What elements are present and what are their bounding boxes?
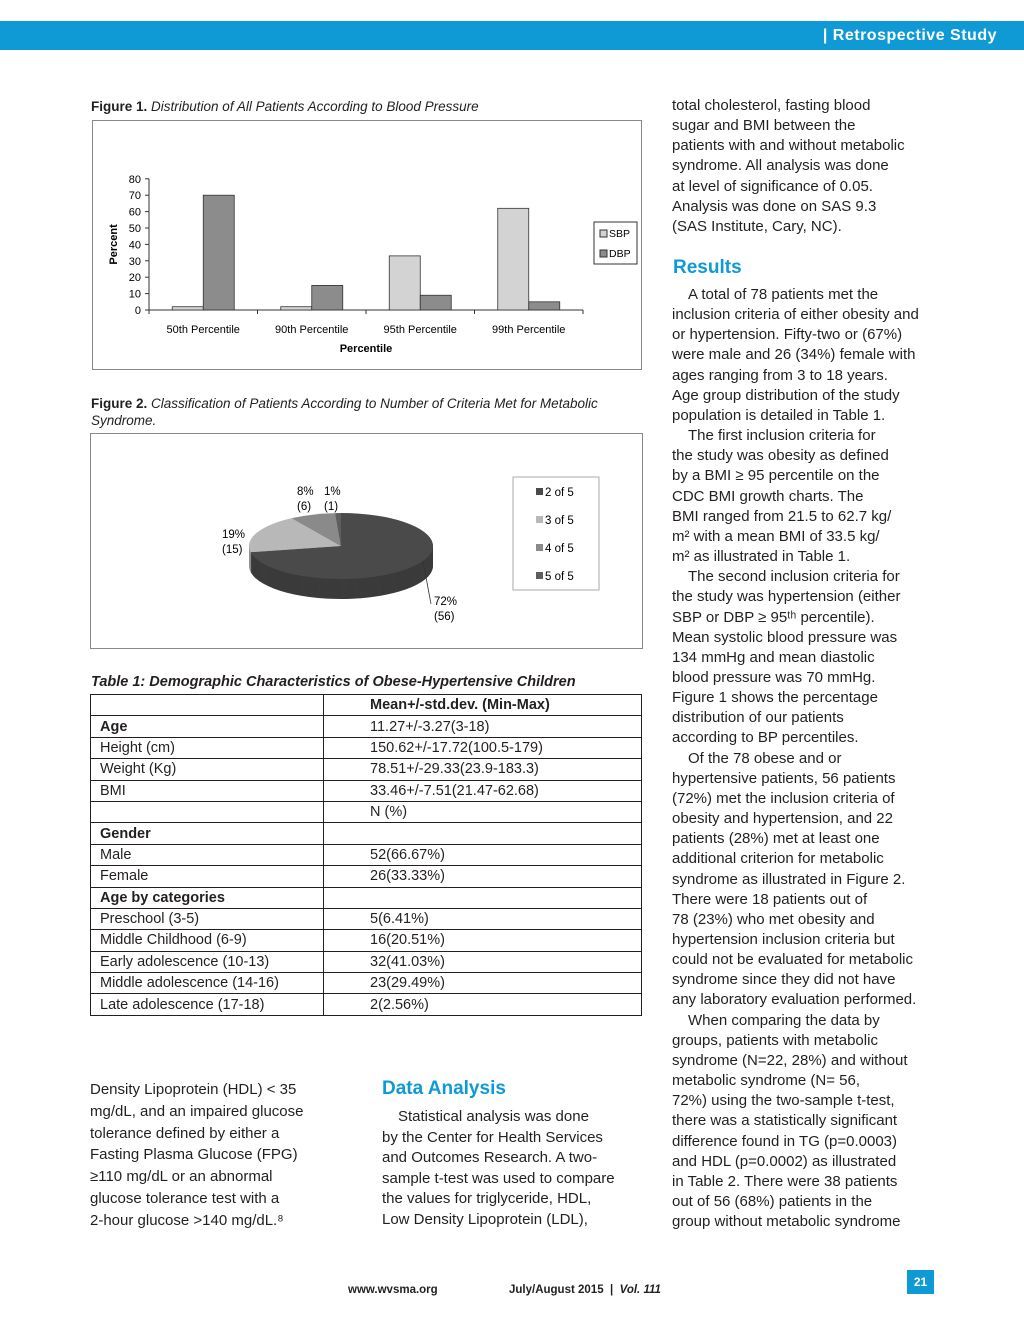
table-row: [91, 737, 642, 758]
legend-label: 4 of 5: [545, 543, 574, 555]
figure1-frame: [92, 120, 642, 370]
value-cell: 2(2.56%): [324, 994, 642, 1015]
value-cell: 52(66.67%): [324, 844, 642, 865]
bar-sbp: [281, 307, 312, 310]
x-tick-label: 50th Percentile: [166, 324, 240, 336]
table-row: [91, 716, 642, 737]
label-cell: BMI: [91, 780, 324, 801]
text-line: Density Lipoprotein (HDL) < 35: [90, 1081, 297, 1098]
text-line: syndrome since they did not have: [672, 971, 896, 989]
bar-dbp: [420, 295, 451, 310]
label-cell: Early adolescence (10-13): [91, 951, 324, 972]
table-row: [91, 695, 642, 716]
y-tick-label: 80: [128, 173, 141, 186]
table-row: [91, 823, 642, 844]
bar-sbp: [498, 208, 529, 310]
text-line: according to BP percentiles.: [672, 729, 859, 747]
pie-label-count: (56): [434, 611, 455, 623]
table-row: [91, 994, 642, 1015]
text-line: CDC BMI growth charts. The: [672, 487, 864, 505]
text-line: mg/dL, and an impaired glucose: [90, 1102, 304, 1120]
text-line: 72%) using the two-sample t-test,: [672, 1092, 895, 1110]
data-analysis-heading: Data Analysis: [382, 1078, 506, 1099]
text-line: When comparing the data by: [688, 1011, 880, 1029]
text-line: ages ranging from 3 to 18 years.: [672, 366, 888, 384]
text-line: syndrome (N=22, 28%) and without: [672, 1051, 908, 1069]
text-line: Analysis was done on SAS 9.3: [672, 197, 877, 215]
legend-label: DBP: [609, 248, 631, 260]
bar-sbp: [172, 307, 203, 310]
footer-issue: [509, 1284, 661, 1296]
table-row: [91, 887, 642, 908]
label-cell: Middle Childhood (6-9): [91, 930, 324, 951]
pie-label-percent: 1%: [324, 486, 341, 498]
legend-swatch: [536, 516, 543, 523]
table1-caption: Table 1: Demographic Characteristics of Obese-Hypertensive Children: [91, 674, 576, 690]
y-tick-label: 20: [128, 272, 141, 285]
text-line: Mean systolic blood pressure was: [672, 628, 898, 646]
text-line: the study was hypertension (either: [672, 588, 901, 606]
pie-label-count: (1): [324, 501, 339, 513]
legend-swatch: [536, 572, 543, 579]
value-cell: Mean+/-std.dev. (Min-Max): [324, 695, 642, 716]
value-cell: 33.46+/-7.51(21.47-62.68): [324, 780, 642, 801]
data-analysis-text: [382, 1107, 615, 1231]
label-cell: Weight (Kg): [91, 759, 324, 780]
label-cell: Age by categories: [91, 887, 324, 908]
value-cell: [324, 823, 642, 844]
label-cell: Middle adolescence (14-16): [91, 973, 324, 994]
text-line: were male and 26 (34%) female with: [672, 346, 916, 364]
right-intro-text: [672, 96, 905, 237]
pie-chart: [91, 434, 642, 648]
value-cell: 150.62+/-17.72(100.5-179): [324, 737, 642, 758]
section-title: | Retrospective Study: [822, 27, 997, 44]
table-row: [91, 866, 642, 887]
text-line: sample t-test was used to compare: [382, 1169, 615, 1187]
legend-label: SBP: [609, 228, 631, 240]
text-line: m² as illustrated in Table 1.: [672, 548, 851, 566]
legend-label: 3 of 5: [545, 515, 574, 527]
figure2-caption: [91, 395, 631, 429]
text-line: Of the 78 obese and or: [688, 749, 842, 767]
value-cell: 16(20.51%): [324, 930, 642, 951]
text-line: additional criterion for metabolic: [672, 850, 884, 868]
y-tick-label: 50: [128, 223, 141, 235]
figure2-frame: [90, 433, 643, 649]
label-cell: Gender: [91, 823, 324, 844]
text-line: blood pressure was 70 mmHg.: [672, 668, 876, 686]
x-tick-label: 99th Percentile: [492, 324, 566, 336]
text-line: hypertensive patients, 56 patients: [672, 769, 896, 787]
legend-label: 2 of 5: [545, 487, 574, 499]
text-line: Figure 1 shows the percentage: [672, 689, 878, 707]
text-line: at level of significance of 0.05.: [672, 177, 873, 195]
legend-swatch: [536, 488, 543, 495]
text-line: 78 (23%) who met obesity and: [672, 910, 875, 928]
y-tick-label: 70: [128, 190, 141, 203]
text-line: m² with a mean BMI of 33.5 kg/: [672, 527, 880, 545]
text-line: by the Center for Health Services: [382, 1128, 603, 1146]
text-line: population is detailed in Table 1.: [672, 406, 886, 424]
label-cell: Late adolescence (17-18): [91, 994, 324, 1015]
text-line: and Outcomes Research. A two-: [382, 1149, 598, 1167]
text-line: in Table 2. There were 38 patients: [672, 1172, 898, 1190]
legend-swatch: [536, 544, 543, 551]
text-line: the values for triglyceride, HDL,: [382, 1190, 592, 1208]
results-heading: Results: [673, 257, 742, 278]
pie-label-percent: 19%: [222, 529, 246, 541]
text-line: group without metabolic syndrome: [672, 1213, 901, 1231]
label-cell: Age: [91, 716, 324, 737]
y-tick-label: 60: [128, 206, 141, 219]
bar-sbp: [389, 256, 420, 310]
y-tick-label: 40: [128, 239, 141, 252]
pie-label-count: (6): [297, 501, 312, 513]
results-text: [672, 285, 919, 1232]
figure1-caption: [91, 98, 479, 115]
text-line: distribution of our patients: [672, 709, 844, 727]
text-line: inclusion criteria of either obesity and: [672, 306, 919, 324]
text-line: Low Density Lipoprotein (LDL),: [382, 1210, 588, 1228]
text-line: patients with and without metabolic: [672, 137, 905, 155]
y-tick-label: 10: [128, 288, 141, 301]
pie-label-percent: 72%: [434, 596, 458, 608]
bar-dbp: [203, 195, 234, 310]
text-line: BMI ranged from 21.5 to 62.7 kg/: [672, 507, 892, 525]
text-line: syndrome. All analysis was done: [672, 157, 889, 175]
text-line: syndrome as illustrated in Figure 2.: [672, 870, 906, 888]
text-line: Statistical analysis was done: [398, 1108, 589, 1125]
text-line: tolerance defined by either a: [90, 1124, 280, 1142]
table-row: [91, 759, 642, 780]
table-row: [91, 951, 642, 972]
bar-dbp: [312, 285, 343, 310]
text-line: obesity and hypertension, and 22: [672, 810, 893, 828]
text-line: Age group distribution of the study: [672, 386, 900, 404]
text-line: groups, patients with metabolic: [672, 1031, 878, 1049]
table-row: [91, 930, 642, 951]
text-line: Fasting Plasma Glucose (FPG): [90, 1146, 298, 1164]
text-line: metabolic syndrome (N= 56,: [672, 1072, 860, 1090]
value-cell: 32(41.03%): [324, 951, 642, 972]
footer-url: www.wvsma.org: [348, 1284, 438, 1296]
table-row: [91, 780, 642, 801]
text-line: glucose tolerance test with a: [90, 1189, 280, 1207]
text-line: and HDL (p=0.0002) as illustrated: [672, 1152, 897, 1170]
text-line: ≥110 mg/dL or an abnormal: [90, 1168, 273, 1186]
value-cell: 78.51+/-29.33(23.9-183.3): [324, 759, 642, 780]
table-row: [91, 801, 642, 822]
table-row: [91, 844, 642, 865]
text-line: hypertension inclusion criteria but: [672, 931, 895, 948]
legend-swatch: [600, 250, 607, 257]
text-line: There were 18 patients out of: [672, 890, 868, 908]
text-line: 134 mmHg and mean diastolic: [672, 648, 875, 666]
text-line: The first inclusion criteria for: [688, 427, 876, 445]
pie-label-count: (15): [222, 544, 243, 556]
text-line: The second inclusion criteria for: [688, 568, 900, 586]
text-line: by a BMI ≥ 95 percentile on the: [672, 467, 880, 485]
label-cell: Male: [91, 844, 324, 865]
x-tick-label: 90th Percentile: [275, 324, 349, 336]
table-row: [91, 908, 642, 929]
text-line: SBP or DBP ≥ 95ᵗʰ percentile).: [672, 608, 875, 626]
y-tick-label: 0: [134, 305, 141, 317]
value-cell: [324, 887, 642, 908]
legend-label: 5 of 5: [545, 571, 574, 583]
footer-volume: Vol. 111: [619, 1284, 661, 1296]
figure1-title: Distribution of All Patients According to Blood Pressure: [151, 99, 479, 114]
demographics-table: [90, 694, 642, 1016]
label-cell: [91, 695, 324, 716]
label-cell: Preschool (3-5): [91, 908, 324, 929]
legend-swatch: [600, 230, 607, 237]
value-cell: N (%): [324, 801, 642, 822]
text-line: (SAS Institute, Cary, NC).: [672, 217, 842, 235]
left-column-text: [90, 1079, 303, 1232]
text-line: A total of 78 patients met the: [688, 286, 879, 303]
text-line: patients (28%) met at least one: [672, 830, 880, 848]
text-line: could not be evaluated for metabolic: [672, 951, 913, 969]
text-line: difference found in TG (p=0.0003): [672, 1132, 898, 1150]
figure2-title: Classification of Patients According to Number of Criteria Met for Metabolic Syndrome.: [91, 396, 598, 428]
label-cell: Height (cm): [91, 737, 324, 758]
x-tick-label: 95th Percentile: [383, 324, 457, 336]
text-line: the study was obesity as defined: [672, 447, 889, 465]
text-line: there was a statistically significant: [672, 1112, 898, 1130]
value-cell: 23(29.49%): [324, 973, 642, 994]
table-row: [91, 973, 642, 994]
value-cell: 5(6.41%): [324, 908, 642, 929]
bar-chart: [93, 121, 641, 369]
footer-date: July/August 2015 |: [509, 1284, 620, 1296]
text-line: (72%) met the inclusion criteria of: [672, 789, 895, 807]
x-axis-title: Percentile: [339, 343, 393, 355]
y-axis-title: Percent: [108, 224, 120, 265]
text-line: out of 56 (68%) patients in the: [672, 1193, 873, 1211]
page-number: 21: [907, 1270, 934, 1294]
header-bar: [0, 21, 1024, 50]
value-cell: 11.27+/-3.27(3-18): [324, 716, 642, 737]
y-tick-label: 30: [128, 255, 141, 268]
text-line: 2-hour glucose >140 mg/dL.⁸: [90, 1211, 284, 1229]
bar-dbp: [529, 302, 560, 310]
text-line: any laboratory evaluation performed.: [672, 991, 917, 1009]
pie-label-percent: 8%: [297, 486, 314, 498]
text-line: sugar and BMI between the: [672, 117, 856, 135]
label-cell: [91, 801, 324, 822]
label-cell: Female: [91, 866, 324, 887]
figure1-label: Figure 1.: [91, 99, 148, 114]
value-cell: 26(33.33%): [324, 866, 642, 887]
text-line: total cholesterol, fasting blood: [672, 97, 871, 114]
figure2-label: Figure 2.: [91, 396, 148, 411]
text-line: or hypertension. Fifty-two or (67%): [672, 326, 903, 344]
